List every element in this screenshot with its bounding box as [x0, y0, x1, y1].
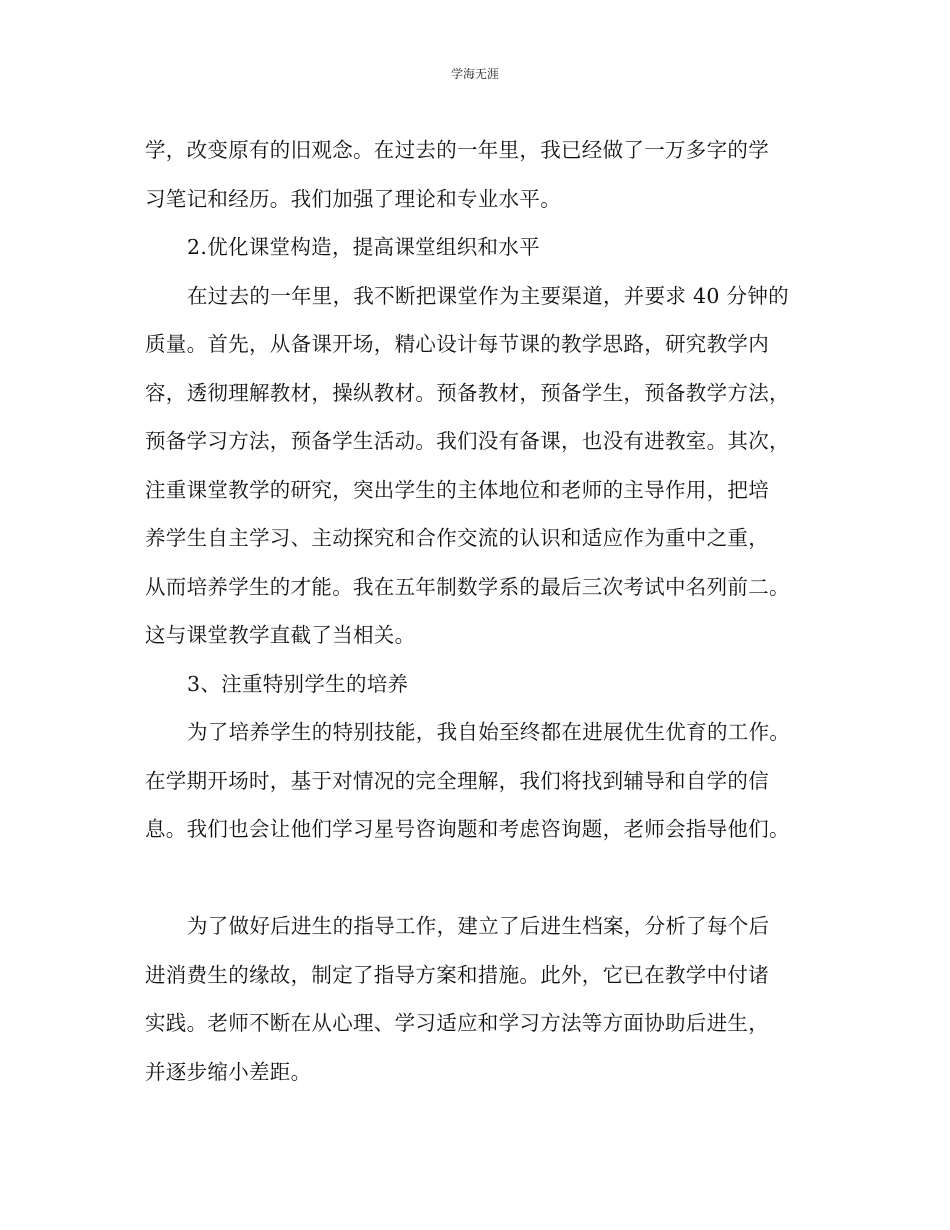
text-line: 并逐步缩小差距。 [145, 1059, 312, 1084]
text-line: 息。我们也会让他们学习星号咨询题和考虑咨询题，老师会指导他们。 [145, 817, 790, 841]
text-line: 这与课堂教学直截了当相关。 [145, 623, 416, 647]
text-line: 注重课堂教学的研究，突出学生的主体地位和老师的主导作用，把培 [145, 477, 769, 502]
text-line: 在过去的一年里，我不断把课堂作为主要渠道，并要求 40 分钟的 [187, 283, 789, 308]
text-line: 进消费生的缘故，制定了指导方案和措施。此外，它已在教学中付诸 [145, 962, 769, 987]
paragraph [145, 126, 825, 223]
text-line: 质量。首先，从备课开场，精心设计每节课的教学思路，研究教学内 [145, 332, 769, 356]
paragraph [145, 272, 825, 660]
text-line: 预备学习方法，预备学生活动。我们没有备课，也没有进教室。其次， [145, 429, 790, 453]
text-line: 为了做好后进生的指导工作，建立了后进生档案，分析了每个后 [187, 914, 770, 938]
text-line: 为了培养学生的特别技能，我自始至终都在进展优生优育的工作。 [187, 720, 791, 744]
text-line: 从而培养学生的才能。我在五年制数学系的最后三次考试中名列前二。 [145, 574, 790, 599]
section-heading [145, 223, 825, 272]
text-line: 容，透彻理解教材，操纵教材。预备教材，预备学生，预备教学方法， [145, 380, 790, 405]
section-heading-text: 2.优化课堂构造，提高课堂组织和水平 [187, 235, 540, 259]
paragraph-gap [145, 854, 825, 903]
text-line: 养学生自主学习、主动探究和合作交流的认识和适应作为重中之重， [145, 526, 769, 550]
text-line: 实践。老师不断在从心理、学习适应和学习方法等方面协助后进生， [145, 1011, 769, 1035]
paragraph [145, 708, 825, 854]
section-heading [145, 660, 825, 709]
text-line: 在学期开场时，基于对情况的完全理解，我们将找到辅导和自学的信 [145, 768, 769, 793]
section-heading-text: 3、注重特别学生的培养 [187, 671, 409, 696]
document-body [145, 126, 825, 1096]
text-line: 习笔记和经历。我们加强了理论和专业水平。 [145, 186, 561, 211]
paragraph [145, 902, 825, 1096]
page-header: 学海无涯 [450, 67, 499, 81]
text-line: 学，改变原有的旧观念。在过去的一年里，我已经做了一万多字的学 [145, 138, 769, 162]
